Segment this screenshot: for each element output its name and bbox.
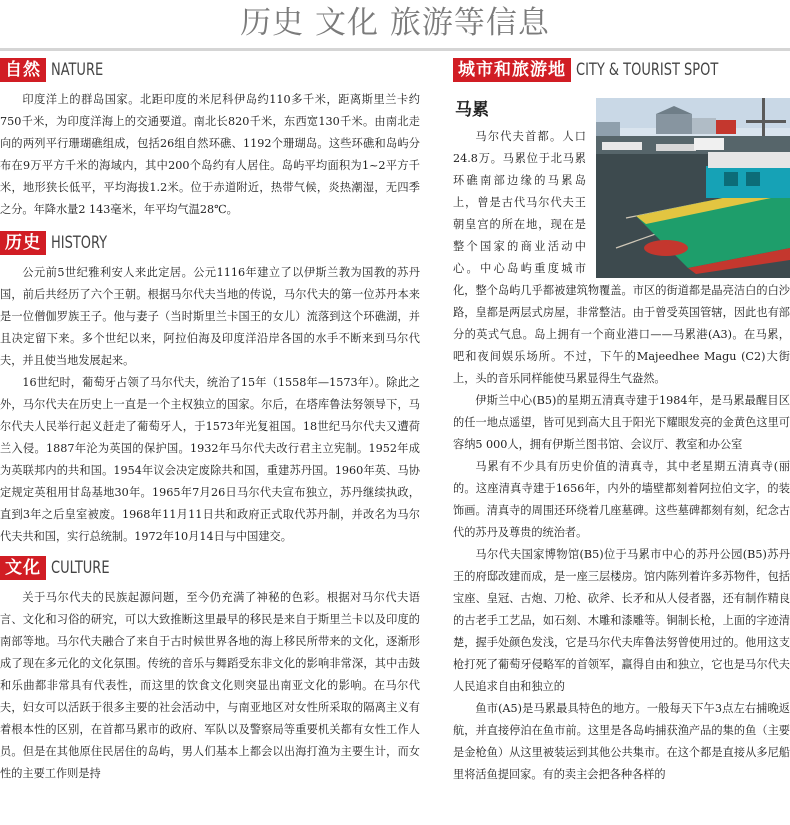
section-tag-city: 城市和旅游地 [453,58,571,82]
city-paragraph: 马累有不少具有历史价值的清真寺，其中老星期五清真寺(丽的。这座清真寺建于1656年，内外的墙壁都刻着阿拉伯文字，的装饰画。清真寺的周围还环绕着几座墓碑。这些墓碑都刻有刻，纪念古代的苏丹及尊贵的统治者。 [453,460,790,539]
city-paragraph: 伊斯兰中心(B5)的星期五清真寺建于1984年，是马累最醒目区的任一地点遥望，皆可见到高大且于阳光下耀眼发亮的金黄色这里可容纳5 000人，拥有伊斯兰图书馆、会议厅、教室和办公室 [453,394,790,451]
history-paragraph: 16世纪时，葡萄牙占领了马尔代夫，统治了15年（1558年—1573年）。除此之外，马尔代夫在历史上一直是一个主权独立的国家。尔后，在塔库鲁法努领导下，马尔代夫人民举行起义赶走了葡萄牙人，于1573年光复祖国。18世纪马尔代夫又遭荷兰入侵。1887年沦为英国的保护国。1932年马尔代夫改行君主立宪制。1952年成为英联邦内的共和国。1954年议会决定废除共和国，重建苏丹国。1960年英、马协定规定英租用甘岛基地30年。1965年7月26日马尔代夫宣布独立，苏丹继续执政，直到3年之后皇室被废。1968年11月11日共和政府正式取代苏丹制，并改名为马尔代夫共和国，实行总统制。1972年10月14日与中国建交。 [0,376,420,543]
section-en-culture: CULTURE [51,557,110,578]
header-divider [0,48,790,51]
section-header-culture [0,554,420,581]
culture-paragraph: 关于马尔代夫的民族起源问题，至今仍充满了神秘的色彩。根据对马尔代夫语言、文化和习俗的研究，可以大致推断这里最早的移民是来自于斯里兰卡以及印度的南部等地。马尔代夫融合了来自于古时候世界各地的海上移民所带来的文化，逐渐形成了现在多元化的文化氛围。传统的音乐与舞蹈受东非文化的影响非常深，其中击鼓和乐曲都非常具有代表性，而这里的饮食文化则突显出南亚文化的影响。在马尔代夫，妇女可以活跃于很多主要的社会活动中，与南亚地区对女性所采取的隔离主义有着根本性的区别，在首都马累市的政府、军队以及警察局等重要机关都有女性工作人员。但是在其他原住民居住的岛屿，男人们基本上都会以出海打渔为主要生计，而女性的主要工作则是持 [0,591,420,780]
city-subheading: 马累 [455,100,489,120]
city-paragraph: 鱼市(A5)是马累最具特色的地方。一般每天下午3点左右捕晚返航，并直接停泊在鱼市前。这里是各岛屿捕获渔产品的集的鱼（主要是金枪鱼）从这里被装运到其他公共集市。在这个都是直接从多尼船里将活鱼提回家。有的卖主会把各种各样的 [453,702,790,781]
section-en-history: HISTORY [51,232,108,253]
section-header-city [453,56,790,83]
harbor-boat-photo [596,98,790,278]
section-en-city: CITY & TOURIST SPOT [576,59,719,80]
section-tag-culture: 文化 [0,556,46,580]
right-column [453,56,790,825]
section-en-nature: NATURE [51,59,104,80]
section-header-nature [0,56,420,83]
section-header-history [0,229,420,256]
section-tag-history: 历史 [0,231,46,255]
left-column [0,56,420,825]
page-title: 历史 文化 旅游等信息 [240,5,550,41]
section-tag-nature: 自然 [0,58,46,82]
nature-paragraph: 印度洋上的群岛国家。北距印度的米尼科伊岛约110多千米，距离斯里兰卡约750千米，为印度洋海上的交通要道。南北长820千米，东西宽130千米。由南北走向的两列平行珊瑚礁组成，包括26组自然环礁、1192个珊瑚岛。这些环礁和岛屿分布在9万平方千米的海域内，其中200个岛约有人居住。岛屿平均面积为1~2平方千米，地形狭长低平，平均海拔1.2米。位于赤道附近，热带气候，炎热潮湿，无四季之分。年降水量2 143毫米，年平均气温28℃。 [0,93,420,216]
harbor-photo-graphic [596,98,790,278]
city-paragraph: 马尔代夫首都。人口24.8万。马累位于北马累环礁南部边缘的马累岛上，曾是古代马尔代夫王朝皇宫的所在地，现在是整个国家的商业活动中心。中心岛屿重度城市化，整个岛屿几乎都被建筑物覆盖。市区的街道都是晶亮洁白的白沙路，皇都是两层式房屋，非常整洁。由于曾受英国管辖，因此也有部分的英式气息。岛上拥有一个商业港口——马累港(A3)。在马累，吧和夜间娱乐场所。不过，下午的Majeedhee Magu (C2)大街上，头的音乐同样能使马累显得生气盎然。 [453,130,790,385]
page-header [0,0,790,46]
city-paragraph: 马尔代夫国家博物馆(B5)位于马累市中心的苏丹公园(B5)苏丹王的府邸改建而成，是一座三层楼房。馆内陈列着许多苏物件，包括宝座、皇冠、古炮、刀枪、砍斧、长矛和从人侵者器，还有制作精良的古老手工艺品，如石刻、木雕和漆雕等。铜制长枪，上面的字迹清楚，握手处颜色发浅，它是马尔代夫库鲁法努曾使用过的。他用这支枪打死了葡萄牙侵略军的首领军，赢得自由和独立，它也是马尔代夫人民追求自由和独立的 [453,548,790,693]
history-paragraph: 公元前5世纪雅利安人来此定居。公元1116年建立了以伊斯兰教为国教的苏丹国，前后共经历了六个王朝。根据马尔代夫当地的传说，马尔代夫的第一位苏丹本来是一位僧伽罗族王子。他与妻子（当时斯里兰卡国王的女儿）流落到这个环礁湖，并且决定留下来。多个世纪以来，阿拉伯海及印度洋沿岸各国的水手不断来到马尔代夫，并且使当地发展起来。 [0,266,420,367]
